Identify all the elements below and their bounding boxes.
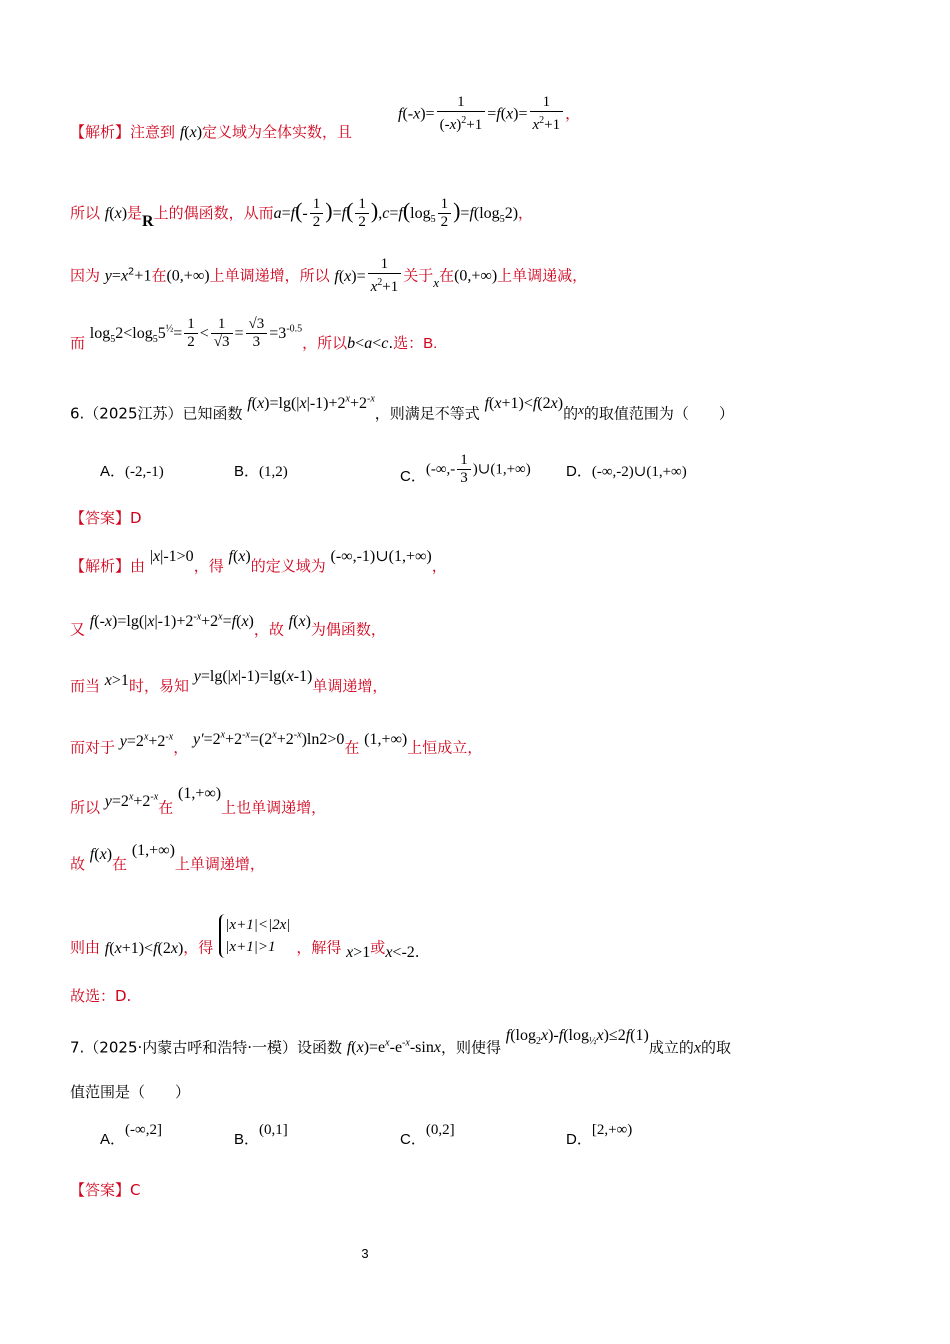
formula-even-check: f(-x)= $\frac{1}{(-x)^2+1}$ =f(x)= $\frac{1}{x^2+1}$ ， (398, 94, 581, 133)
question-7-option-b[interactable]: B．(0,1] (234, 1122, 288, 1148)
question-7-option-c[interactable]: C．(0,2] (400, 1122, 455, 1148)
solution6-line3: 而当 x>1时，易知 y=lg(|x|-1)=lg(x-1)单调递增， (70, 668, 388, 695)
solution6-line1: 【解析】由 |x|-1>0，得 f(x)的定义域为 (-∞,-1)∪(1,+∞)， (70, 548, 447, 575)
solution6-line2: 又 $f(-x)=\lg(|x|-1)+2^{-x}+2^x=f(x)$，故 f(x)为偶函数， (70, 612, 386, 639)
solution6-line4: 而对于 $y=2^x+2^{-x}$， $y'=2^x+2^{-x}=(2^x+2^{-x})\ln 2>0$在 (1,+∞)上恒成立， (70, 730, 483, 757)
question-7-answer: 【答案】C (70, 1181, 141, 1199)
question-6-option-c[interactable]: C．(-∞,- $\frac{1}{3}$ )∪(1,+∞) (400, 452, 531, 486)
question-6-option-b[interactable]: B．(1,2) (234, 463, 288, 480)
solution6-line7: 则由 f(x+1)<f(2x)，得 |x+1|<|2x| |x+1|>1 ，解得 x>1或x<-2. (70, 926, 420, 970)
question-7-stem-cont: 值范围是（ ） (70, 1083, 191, 1101)
solution6-line6: 故 f(x)在 (1,+∞)上单调递增， (70, 842, 265, 873)
question-7-option-a[interactable]: A．(-∞,2] (100, 1122, 162, 1148)
solution6-line5: 所以 $y=2^x+2^{-x}$在 (1,+∞)上也单调递增， (70, 785, 327, 817)
page-number: 3 (361, 1246, 369, 1261)
solution5-line3: 因为 $y=x^2+1$在(0,+∞)上单调递增，所以 f(x)= $\frac{1}{x^2+1}$ 关于x在(0,+∞)上单调递减， (70, 256, 588, 295)
question-7-option-d[interactable]: D．[2,+∞) (566, 1122, 633, 1148)
solution-tag: 【解析】 (70, 123, 131, 141)
question-6-option-a[interactable]: A．(-2,-1) (100, 463, 164, 480)
inequality-system: |x+1|<|2x| |x+1|>1 (219, 914, 290, 958)
solution5-line1: 【解析】注意到 f(x)定义域为全体实数，且 (70, 123, 353, 141)
math-fx: f (179, 124, 185, 141)
question-7-stem: 7.（2025·内蒙古呼和浩特·一模）设函数 $f(x)=e^x-e^{-x}$-sinx，则使得 $f(\log_2x)-f(\log_{\frac{1}{2}}x)\le 2f(1)$成立的x的取 (70, 1027, 731, 1057)
solution5-line2: 所以 f(x)是R上的偶函数，从而a=f(- $\frac{1}{2}$ )=f( $\frac{1}{2}$ )$,c=f(\log_5$ $\frac{1}{2}$ )$=f(\log_52)$， (70, 196, 534, 230)
solution5-line4: 而 $\log_52<\log_55^{\frac{1}{2}}=$ $\frac{1}{2}$ < $\frac{1}{√3}$ = $\frac{√3}{3}$ $=3^{-0.5}$，所以b<a<c.选：B. (70, 316, 438, 352)
question-6-stem: 6.（2025江苏）已知函数 $f(x)=\lg(|x|-1)+2^x+2^{-x}$，则满足不等式 f(x+1)<f(2x)的x的取值范围为（ ） (70, 394, 734, 423)
question-6-option-d[interactable]: D．(-∞,-2)∪(1,+∞) (566, 463, 687, 480)
solution6-conclusion: 故选：D. (70, 987, 132, 1005)
question-6-answer: 【答案】D (70, 509, 142, 527)
